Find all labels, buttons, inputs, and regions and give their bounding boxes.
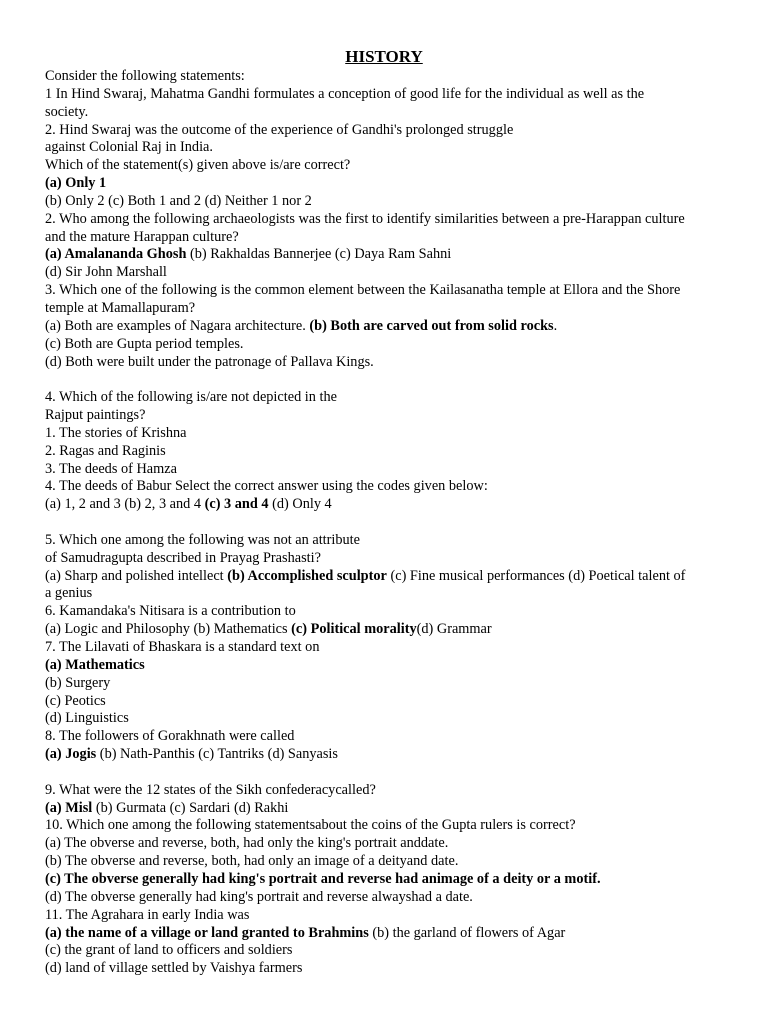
text-line: 3. Which one of the following is the common element between the Kailasanatha temple at Ellora and the Shore [45,282,681,299]
text-line: 4. The deeds of Babur Select the correct answer using the codes given below: [45,478,488,495]
text-line: (c) Both are Gupta period temples. [45,335,244,352]
option-text: (a) 1, 2 and 3 (b) 2, 3 and 4 [45,496,205,513]
text-line: (a) The obverse and reverse, both, had only the king's portrait anddate. [45,835,449,852]
blank-line [45,514,735,532]
text-line: (d) The obverse generally had king's portrait and reverse alwayshad a date. [45,888,473,905]
text-line: 1. The stories of Krishna [45,424,187,441]
option-text: (a) Sharp and polished intellect [45,567,228,584]
answer-line [45,746,735,764]
option-text: (b) Nath-Panthis (c) Tantriks (d) Sanyasis [96,746,338,763]
question-text [45,68,735,978]
answer-highlight: (a) Amalananda Ghosh [45,246,187,263]
text-line: (c) Peotics [45,692,106,709]
text-line: of Samudragupta described in Prayag Prashasti? [45,549,321,566]
answer-highlight: (a) Jogis [45,746,97,763]
text-line: and the mature Harappan culture? [45,228,239,245]
option-text: (d) Only 4 [268,496,332,513]
text-line: a genius [45,585,93,602]
option-text: (c) Fine musical performances (d) Poetical talent of [386,567,686,584]
answer-highlight: (b) Both are carved out from solid rocks [309,317,554,334]
text-line: (b) The obverse and reverse, both, had only an image of a deityand date. [45,853,459,870]
answer-highlight: (a) Mathematics [45,656,145,673]
option-text: (d) Grammar [416,621,492,638]
text-line: (d) Both were built under the patronage of Pallava Kings. [45,353,374,370]
text-line: 5. Which one among the following was not an attribute [45,531,360,548]
text-line: against Colonial Raj in India. [45,139,213,156]
text-line: (d) Linguistics [45,710,129,727]
answer-highlight: (a) Misl [45,799,93,816]
text-line: society. [45,103,89,120]
text-line: 8. The followers of Gorakhnath were called [45,728,295,745]
text-line: 6. Kamandaka's Nitisara is a contribution to [45,603,296,620]
option-text: (b) Rakhaldas Bannerjee (c) Daya Ram Sahni [186,246,452,263]
page-title: HISTORY [345,47,423,66]
text-line: Rajput paintings? [45,407,146,424]
answer-line [45,246,735,264]
text-line: (c) the grant of land to officers and soldiers [45,942,293,959]
text-line: (b) Surgery [45,674,111,691]
text-line: 2. Hind Swaraj was the outcome of the experience of Gandhi's prolonged struggle [45,121,514,138]
option-text: (b) the garland of flowers of Agar [368,924,566,941]
answer-highlight: (b) Accomplished sculptor [227,567,387,584]
answer-line [45,318,735,336]
answer-highlight: (a) the name of a village or land granted to Brahmins [45,924,369,941]
answer-line [45,800,735,818]
answer-line [45,871,735,889]
option-text: . [553,317,558,334]
text-line: 11. The Agrahara in early India was [45,906,250,923]
text-line: (d) Sir John Marshall [45,264,167,281]
blank-line [45,764,735,782]
answer-line [45,496,735,514]
text-line: Which of the statement(s) given above is/are correct? [45,157,351,174]
blank-line [45,371,735,389]
text-line: 3. The deeds of Hamza [45,460,177,477]
text-line: 1 In Hind Swaraj, Mahatma Gandhi formulates a conception of good life for the individual as well as the [45,85,645,102]
answer-line [45,925,735,943]
answer-highlight: (c) 3 and 4 [204,496,269,513]
text-line: 2. Ragas and Raginis [45,442,166,459]
option-text: (a) Logic and Philosophy (b) Mathematics [45,621,292,638]
text-line: temple at Mamallapuram? [45,299,196,316]
answer-line [45,657,735,675]
answer-highlight: (c) Political morality [291,621,417,638]
answer-line [45,621,735,639]
answer-highlight: (a) Only 1 [45,175,107,192]
text-line: 9. What were the 12 states of the Sikh confederacycalled? [45,781,376,798]
answer-highlight: (c) The obverse generally had king's portrait and reverse had animage of a deity or a motif. [45,870,601,887]
option-text: (b) Gurmata (c) Sardari (d) Rakhi [92,799,289,816]
text-line: 4. Which of the following is/are not depicted in the [45,389,337,406]
answer-line [45,568,735,586]
text-line: 2. Who among the following archaeologists was the first to identify similarities between a pre-Harappan culture [45,210,685,227]
text-line: 7. The Lilavati of Bhaskara is a standard text on [45,639,320,655]
answer-line [45,175,735,193]
text-line: Consider the following statements: [45,68,245,84]
text-line: 10. Which one among the following statementsabout the coins of the Gupta rulers is correct? [45,817,576,834]
option-text: (a) Both are examples of Nagara architecture. [45,317,310,334]
text-line: (b) Only 2 (c) Both 1 and 2 (d) Neither 1 nor 2 [45,192,312,209]
text-line: (d) land of village settled by Vaishya farmers [45,960,303,977]
